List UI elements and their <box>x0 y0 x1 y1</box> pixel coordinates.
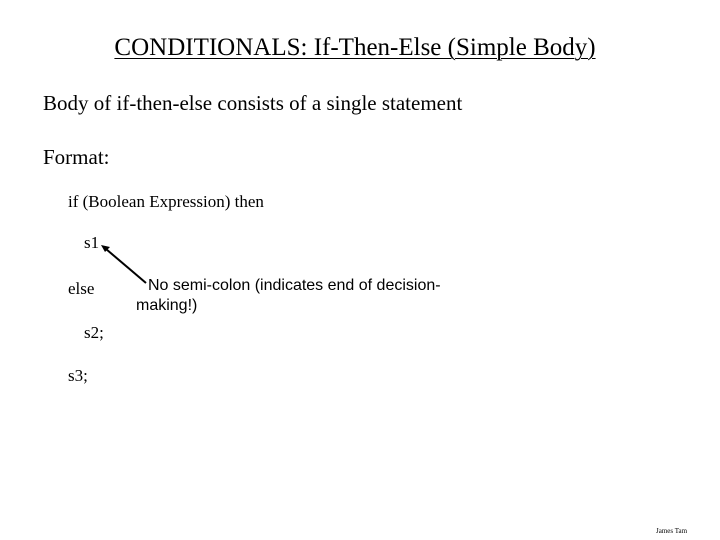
code-line-s3: s3; <box>68 366 88 385</box>
annotation-text: No semi-colon (indicates end of decision-making!) <box>136 277 441 314</box>
intro-text: Body of if-then-else consists of a single statement <box>43 91 463 115</box>
footer-author: James Tam <box>656 527 688 535</box>
code-line-if: if (Boolean Expression) then <box>68 192 264 211</box>
slide-title: CONDITIONALS: If-Then-Else (Simple Body) <box>114 34 596 61</box>
format-label: Format: <box>43 145 110 169</box>
code-line-else: else <box>68 279 95 298</box>
code-line-s2: s2; <box>84 323 104 342</box>
code-line-s1: s1 <box>84 233 100 252</box>
